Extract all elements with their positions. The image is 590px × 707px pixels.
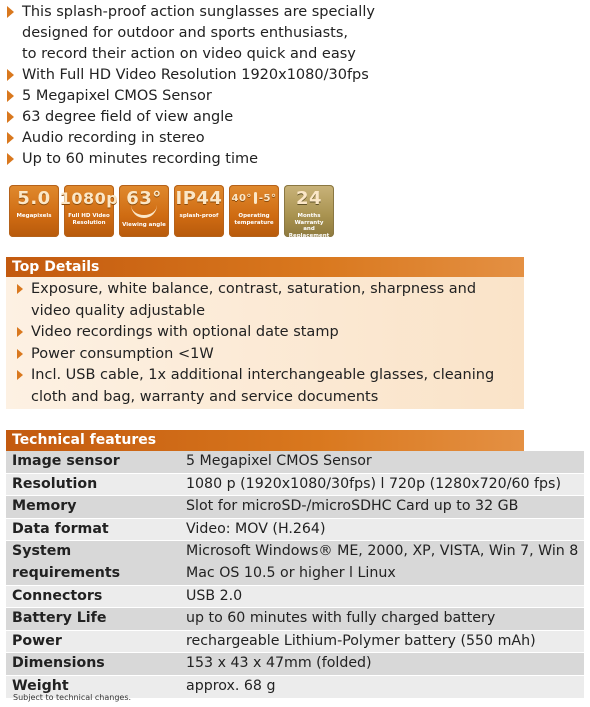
- viewing-angle-icon: [119, 185, 169, 237]
- table-row: [6, 653, 584, 676]
- spec-value: Microsoft Windows® ME, 2000, XP, VISTA, Win 7, Win 8 Mac OS 10.5 or higher l Linux: [180, 541, 584, 585]
- badge-value: 63°: [126, 188, 162, 209]
- badge-caption: Megapixels: [16, 213, 52, 219]
- badge-value: 5.0: [17, 188, 51, 209]
- badge-value: IP44: [175, 188, 223, 209]
- bullet-arrow-icon: [17, 370, 23, 380]
- bullet-arrow-icon: [17, 327, 23, 337]
- table-row: [6, 541, 584, 585]
- feature-item: [6, 86, 586, 107]
- feature-text: 5 Megapixel CMOS Sensor: [22, 88, 212, 104]
- feature-list: [6, 2, 586, 170]
- spec-value: up to 60 minutes with fully charged battery: [180, 608, 584, 631]
- spec-value: approx. 68 g: [180, 675, 584, 698]
- spec-label: Dimensions: [6, 653, 180, 676]
- bullet-arrow-icon: [7, 132, 14, 144]
- bullet-arrow-icon: [7, 90, 14, 102]
- table-row: [6, 585, 584, 608]
- list-item-text: Exposure, white balance, contrast, saturation, sharpness and video quality adjustable: [31, 281, 477, 319]
- top-details-panel: [6, 277, 524, 409]
- footnote: Subject to technical changes.: [13, 693, 132, 702]
- feature-text: 63 degree field of view angle: [22, 109, 234, 125]
- spec-value: rechargeable Lithium-Polymer battery (550 mAh): [180, 630, 584, 653]
- badge-caption: Months Warranty and Replacement: [288, 213, 330, 239]
- list-item-text: Power consumption <1W: [31, 345, 214, 362]
- spec-value: 1080 p (1920x1080/30fps) l 720p (1280x720/60 fps): [180, 473, 584, 496]
- badge-caption: splash-proof: [179, 213, 219, 219]
- bullet-arrow-icon: [17, 284, 23, 294]
- list-item-text: Video recordings with optional date stamp: [31, 324, 339, 340]
- table-row: [6, 608, 584, 631]
- temp-min: -5°: [258, 193, 277, 204]
- spec-label: Power: [6, 630, 180, 653]
- splash-proof-icon: [174, 185, 224, 237]
- feature-item: [6, 107, 586, 128]
- spec-label: System requirements: [6, 541, 180, 585]
- list-item: [16, 365, 520, 408]
- feature-item: [6, 65, 586, 86]
- spec-label: Data format: [6, 518, 180, 541]
- spec-value: 153 x 43 x 47mm (folded): [180, 653, 584, 676]
- spec-label: Resolution: [6, 473, 180, 496]
- table-row: [6, 451, 584, 473]
- feature-item: [6, 2, 586, 65]
- feature-text: With Full HD Video Resolution 1920x1080/30fps: [22, 67, 369, 83]
- resolution-icon: [59, 185, 119, 237]
- warranty-icon: [284, 185, 334, 237]
- list-item: [16, 344, 520, 366]
- bullet-arrow-icon: [7, 6, 14, 18]
- thermometer-glyph-icon: [254, 192, 257, 204]
- thermometer-icon: [229, 185, 279, 237]
- spec-value: Slot for microSD-/microSDHC Card up to 32 GB: [180, 496, 584, 519]
- spec-label: Battery Life: [6, 608, 180, 631]
- list-item: [16, 322, 520, 344]
- spec-label: Weight: [6, 675, 180, 698]
- top-details-heading: Top Details: [6, 257, 524, 277]
- technical-features-heading: Technical features: [6, 430, 524, 451]
- badge-value: 24: [295, 188, 323, 209]
- spec-value: 5 Megapixel CMOS Sensor: [180, 451, 584, 473]
- spec-value: Video: MOV (H.264): [180, 518, 584, 541]
- table-row: [6, 473, 584, 496]
- list-item: [16, 279, 520, 322]
- bullet-arrow-icon: [17, 349, 23, 359]
- spec-label: Connectors: [6, 585, 180, 608]
- badge-caption: Viewing angle: [122, 222, 166, 228]
- badge-value: [231, 188, 276, 210]
- list-item-text: Incl. USB cable, 1x additional interchangeable glasses, cleaning cloth and bag, warranty and service documents: [31, 367, 495, 405]
- arc-icon: [131, 205, 157, 218]
- badge-caption: Operating temperature: [234, 213, 274, 226]
- technical-features-table: [6, 451, 584, 699]
- megapixel-icon: [9, 185, 59, 237]
- feature-text: This splash-proof action sunglasses are specially designed for outdoor and sports enthusiasts, to record their action on video quick and easy: [22, 4, 375, 62]
- bullet-arrow-icon: [7, 153, 14, 165]
- spec-value: USB 2.0: [180, 585, 584, 608]
- table-row: [6, 496, 584, 519]
- feature-text: Up to 60 minutes recording time: [22, 151, 259, 167]
- table-row: [6, 630, 584, 653]
- bullet-arrow-icon: [7, 111, 14, 123]
- badge-caption: Full HD Video Resolution: [68, 213, 110, 226]
- feature-text: Audio recording in stereo: [22, 130, 205, 146]
- feature-item: [6, 128, 586, 149]
- spec-label: Image sensor: [6, 451, 180, 473]
- badge-row: [9, 185, 334, 237]
- badge-value: 1080p: [59, 189, 119, 208]
- table-row: [6, 518, 584, 541]
- feature-item: [6, 149, 586, 170]
- spec-label: Memory: [6, 496, 180, 519]
- bullet-arrow-icon: [7, 69, 14, 81]
- temp-max: 40°: [231, 193, 252, 204]
